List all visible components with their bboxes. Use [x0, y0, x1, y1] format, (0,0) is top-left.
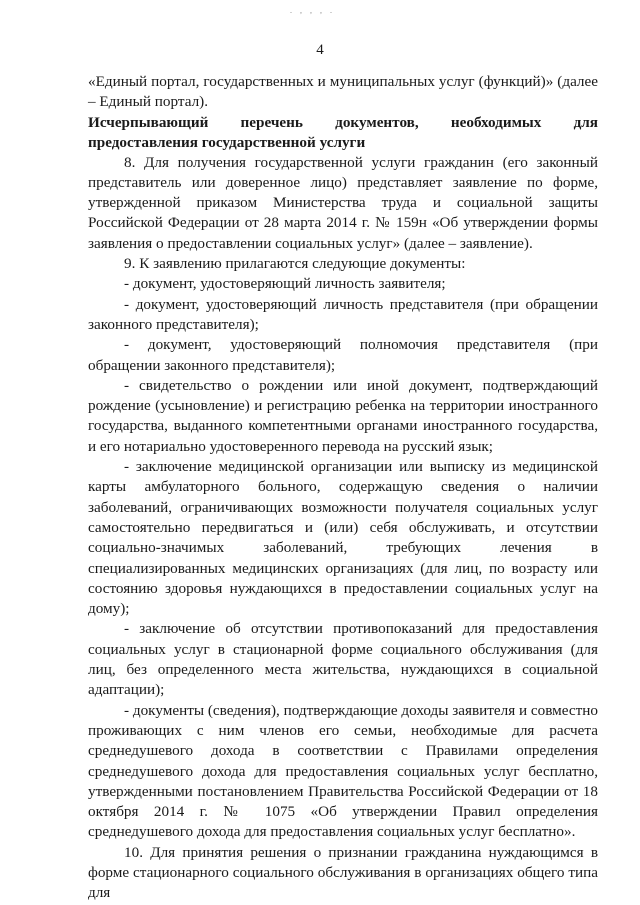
list-item: - документ, удостоверяющий личность заявителя;	[124, 275, 446, 293]
paragraph-8: 8. Для получения государственной услуги гражданин (его законный представитель или доверенное лицо) представляет заявление по форме, утвержденной приказом Министерства труда и социальной защиты Российской Федерации от 28 марта 2014 г. № 159н «Об утверждении формы заявления о предоставлении социальных услуг» (далее – заявление).	[88, 153, 598, 252]
list-item: - свидетельство о рождении или иной документ, подтверждающий рождение (усыновление) и регистрацию ребенка на территории иностранного государства, выданного компетентными органами иностранного государства, и его нотариально удостоверенного перевода на русский язык;	[88, 376, 598, 455]
section-heading: Исчерпывающий перечень документов, необходимых для предоставления государственной услуги	[88, 113, 598, 151]
paragraph-10: 10. Для принятия решения о признании гражданина нуждающимся в форме стационарного социального обслуживания в организациях общего типа для	[88, 843, 598, 902]
intro-paragraph: «Единый портал, государственных и муниципальных услуг (функций)» (далее – Единый портал).	[88, 73, 598, 111]
paragraph-9: 9. К заявлению прилагаются следующие документы:	[124, 255, 466, 273]
list-item: - заключение об отсутствии противопоказаний для предоставления социальных услуг в стационарной форме социального обслуживания (для лиц, без определенного места жительства, нуждающихся в социальной адаптации);	[88, 620, 598, 699]
list-item: - документ, удостоверяющий полномочия представителя (при обращении законного представителя);	[88, 336, 598, 374]
scan-artifact: . , , , .	[290, 6, 335, 15]
list-item: - заключение медицинской организации или выписку из медицинской карты амбулаторного больного, содержащую сведения о наличии заболеваний, ограничивающих возможности получателя социальных услуг самостоятельно передвигаться и (или) себя обслуживать, и отсутствии социально-значимых заболеваний, требующих лечения в специализированных медицинских организациях (для лиц, по возрасту или состоянию здоровья нуждающихся в предоставлении социальных услуг на дому);	[88, 458, 598, 618]
list-item: - документы (сведения), подтверждающие доходы заявителя и совместно проживающих с ним членов его семьи, необходимые для расчета среднедушевого дохода в соответствии с Правилами определения среднедушевого дохода для предоставления социальных услуг бесплатно, утвержденными постановлением Правительства Российской Федерации от 18 октября 2014 г. № 1075 «Об утверждении Правил определения среднедушевого дохода для предоставления социальных услуг бесплатно».	[88, 701, 598, 841]
document-body	[88, 72, 598, 904]
list-item: - документ, удостоверяющий личность представителя (при обращении законного представителя);	[88, 295, 598, 333]
page-number: 4	[316, 42, 324, 58]
